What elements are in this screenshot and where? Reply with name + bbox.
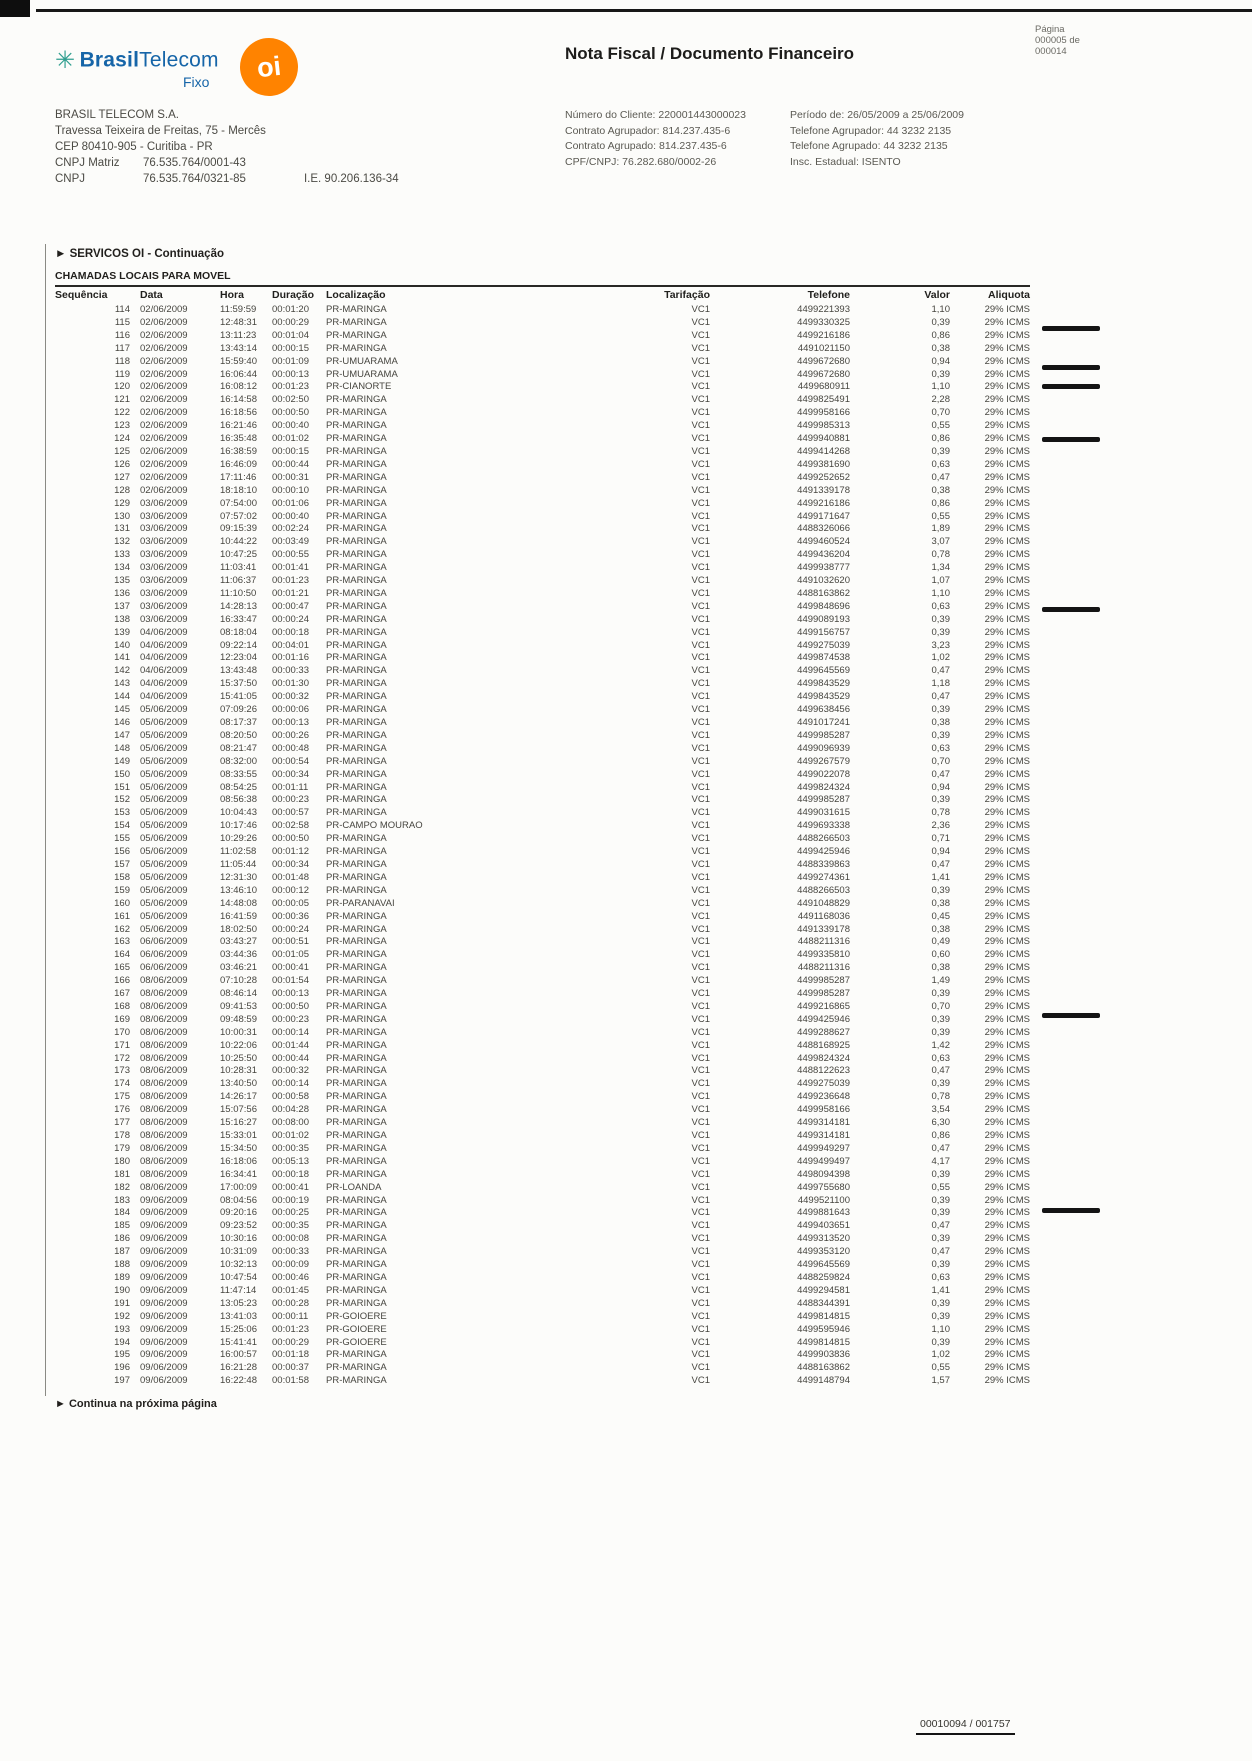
column-header: Duração xyxy=(272,289,315,301)
table-row: 157 05/06/2009 11:05:44 00:00:34 PR-MARINGA VC1 4488339863 0,47 29% ICMS xyxy=(114,858,1030,870)
table-row: 195 09/06/2009 16:00:57 00:01:18 PR-MARINGA VC1 4499903836 1,02 29% ICMS xyxy=(114,1349,1030,1361)
table-row: 170 08/06/2009 10:00:31 00:00:14 PR-MARINGA VC1 4499288627 0,39 29% ICMS xyxy=(114,1026,1030,1038)
brand-rest: Telecom xyxy=(139,48,219,72)
column-header: Hora xyxy=(220,289,244,301)
table-row: 119 02/06/2009 16:06:44 00:00:13 PR-UMUARAMA VC1 4499672680 0,39 29% ICMS xyxy=(114,368,1030,380)
document-number: 00010094 / 001757 xyxy=(916,1718,1015,1735)
table-row: 191 09/06/2009 13:05:23 00:00:28 PR-MARINGA VC1 4488344391 0,39 29% ICMS xyxy=(114,1297,1030,1309)
table-row: 122 02/06/2009 16:18:56 00:00:50 PR-MARINGA VC1 4499958166 0,70 29% ICMS xyxy=(114,407,1030,419)
table-row: 176 08/06/2009 15:07:56 00:04:28 PR-MARINGA VC1 4499958166 3,54 29% ICMS xyxy=(114,1104,1030,1116)
table-row: 132 03/06/2009 10:44:22 00:03:49 PR-MARINGA VC1 4499460524 3,07 29% ICMS xyxy=(114,536,1030,548)
table-row: 168 08/06/2009 09:41:53 00:00:50 PR-MARINGA VC1 4499216865 0,70 29% ICMS xyxy=(114,1000,1030,1012)
column-header: Sequência xyxy=(55,289,108,301)
table-row: 182 08/06/2009 17:00:09 00:00:41 PR-LOANDA VC1 4499755680 0,55 29% ICMS xyxy=(114,1181,1030,1193)
column-header: Valor xyxy=(924,289,950,301)
table-row: 146 05/06/2009 08:17:37 00:00:13 PR-MARINGA VC1 4491017241 0,38 29% ICMS xyxy=(114,717,1030,728)
info-line: Contrato Agrupador: 814.237.435-6 xyxy=(565,124,731,137)
table-row: 177 08/06/2009 15:16:27 00:08:00 PR-MARINGA VC1 4499314181 6,30 29% ICMS xyxy=(114,1117,1030,1129)
table-row: 158 05/06/2009 12:31:30 00:01:48 PR-MARINGA VC1 4499274361 1,41 29% ICMS xyxy=(114,871,1030,883)
table-row: 140 04/06/2009 09:22:14 00:04:01 PR-MARINGA VC1 4499275039 3,23 29% ICMS xyxy=(114,639,1030,651)
inscricao-estadual-value: I.E. 90.206.136-34 xyxy=(303,173,399,185)
table-row: 138 03/06/2009 16:33:47 00:00:24 PR-MARINGA VC1 4499089193 0,39 29% ICMS xyxy=(114,613,1030,625)
pen-mark xyxy=(1042,437,1100,442)
table-row: 184 09/06/2009 09:20:16 00:00:25 PR-MARINGA VC1 4499881643 0,39 29% ICMS xyxy=(114,1207,1030,1219)
table-row: 115 02/06/2009 12:48:31 00:00:29 PR-MARINGA VC1 4499330325 0,39 29% ICMS xyxy=(114,316,1030,328)
cnpj-label: CNPJ xyxy=(55,173,86,185)
table-row: 190 09/06/2009 11:47:14 00:01:45 PR-MARINGA VC1 4499294581 1,41 29% ICMS xyxy=(114,1284,1030,1296)
customer-info-right xyxy=(790,108,1020,170)
column-header: Localização xyxy=(326,289,386,301)
table-row: 172 08/06/2009 10:25:50 00:00:44 PR-MARINGA VC1 4499824324 0,63 29% ICMS xyxy=(114,1052,1030,1064)
table-row: 167 08/06/2009 08:46:14 00:00:13 PR-MARINGA VC1 4499985287 0,39 29% ICMS xyxy=(114,988,1030,1000)
info-line: Telefone Agrupador: 44 3232 2135 xyxy=(790,124,952,137)
table-row: 192 09/06/2009 13:41:03 00:00:11 PR-GOIOERE VC1 4499814815 0,39 29% ICMS xyxy=(114,1310,1030,1322)
table-row: 125 02/06/2009 16:38:59 00:00:15 PR-MARINGA VC1 4499414268 0,39 29% ICMS xyxy=(114,445,1030,457)
column-header: Aliquota xyxy=(988,289,1030,301)
table-row: 188 09/06/2009 10:32:13 00:00:09 PR-MARINGA VC1 4499645569 0,39 29% ICMS xyxy=(114,1259,1030,1271)
company-block xyxy=(55,107,399,187)
pen-mark xyxy=(1042,1013,1100,1018)
table-row: 124 02/06/2009 16:35:48 00:01:02 PR-MARINGA VC1 4499940881 0,86 29% ICMS xyxy=(114,433,1030,445)
table-row: 128 02/06/2009 18:18:10 00:00:10 PR-MARINGA VC1 4491339178 0,38 29% ICMS xyxy=(114,484,1030,496)
table-row: 147 05/06/2009 08:20:50 00:00:26 PR-MARINGA VC1 4499985287 0,39 29% ICMS xyxy=(114,729,1030,741)
table-row: 120 02/06/2009 16:08:12 00:01:23 PR-CIANORTE VC1 4499680911 1,10 29% ICMS xyxy=(114,381,1030,393)
table-row: 137 03/06/2009 14:28:13 00:00:47 PR-MARINGA VC1 4499848696 0,63 29% ICMS xyxy=(114,600,1030,612)
table-row: 171 08/06/2009 10:22:06 00:01:44 PR-MARINGA VC1 4488168925 1,42 29% ICMS xyxy=(114,1039,1030,1051)
table-row: 183 09/06/2009 08:04:56 00:00:19 PR-MARINGA VC1 4499521100 0,39 29% ICMS xyxy=(114,1194,1030,1206)
page-info-label: Página xyxy=(1035,24,1065,35)
table-row: 151 05/06/2009 08:54:25 00:01:11 PR-MARINGA VC1 4499824324 0,94 29% ICMS xyxy=(114,781,1030,793)
table-row: 193 09/06/2009 15:25:06 00:01:23 PR-GOIOERE VC1 4499595946 1,10 29% ICMS xyxy=(114,1323,1030,1335)
table-row: 141 04/06/2009 12:23:04 00:01:16 PR-MARINGA VC1 4499874538 1,02 29% ICMS xyxy=(114,652,1030,664)
table-row: 150 05/06/2009 08:33:55 00:00:34 PR-MARINGA VC1 4499022078 0,47 29% ICMS xyxy=(114,768,1030,780)
continuation-note: ► Continua na próxima página xyxy=(55,1398,217,1410)
table-row: 143 04/06/2009 15:37:50 00:01:30 PR-MARINGA VC1 4499843529 1,18 29% ICMS xyxy=(114,678,1030,690)
table-row: 174 08/06/2009 13:40:50 00:00:14 PR-MARINGA VC1 4499275039 0,39 29% ICMS xyxy=(114,1078,1030,1090)
table-row: 178 08/06/2009 15:33:01 00:01:02 PR-MARINGA VC1 4499314181 0,86 29% ICMS xyxy=(114,1130,1030,1141)
brand-bold: Brasil xyxy=(79,48,140,72)
info-line: Contrato Agrupado: 814.237.435-6 xyxy=(565,140,727,152)
table-row: 181 08/06/2009 16:34:41 00:00:18 PR-MARINGA VC1 4498094398 0,39 29% ICMS xyxy=(114,1168,1030,1180)
table-row: 173 08/06/2009 10:28:31 00:00:32 PR-MARINGA VC1 4488122623 0,47 29% ICMS xyxy=(114,1065,1030,1077)
cnpj-matriz-value: 76.535.764/0001-43 xyxy=(143,157,246,169)
info-line: Telefone Agrupado: 44 3232 2135 xyxy=(790,140,948,152)
table-row: 160 05/06/2009 14:48:08 00:00:05 PR-PARANAVAI VC1 4491048829 0,38 29% ICMS xyxy=(114,897,1030,909)
table-row: 179 08/06/2009 15:34:50 00:00:35 PR-MARINGA VC1 4499949297 0,47 29% ICMS xyxy=(114,1142,1030,1154)
table-row: 131 03/06/2009 09:15:39 00:02:24 PR-MARINGA VC1 4488326066 1,89 29% ICMS xyxy=(114,523,1030,535)
company-name: BRASIL TELECOM S.A. xyxy=(55,109,179,121)
brasil-telecom-star-icon: ✳ xyxy=(55,47,76,74)
table-row: 116 02/06/2009 13:11:23 00:01:04 PR-MARINGA VC1 4499216186 0,86 29% ICMS xyxy=(114,329,1030,341)
table-row: 117 02/06/2009 13:43:14 00:00:15 PR-MARINGA VC1 4491021150 0,38 29% ICMS xyxy=(114,342,1030,354)
table-row: 185 09/06/2009 09:23:52 00:00:35 PR-MARINGA VC1 4499403651 0,47 29% ICMS xyxy=(114,1220,1030,1232)
table-row: 162 05/06/2009 18:02:50 00:00:24 PR-MARINGA VC1 4491339178 0,38 29% ICMS xyxy=(114,923,1030,935)
cnpj-matriz-label: CNPJ Matriz xyxy=(55,157,120,169)
column-header: Telefone xyxy=(807,289,850,301)
section-title: ► SERVICOS OI - Continuação xyxy=(55,248,224,260)
table-row: 196 09/06/2009 16:21:28 00:00:37 PR-MARINGA VC1 4488163862 0,55 29% ICMS xyxy=(114,1362,1030,1374)
table-row: 194 09/06/2009 15:41:41 00:00:29 PR-GOIOERE VC1 4499814815 0,39 29% ICMS xyxy=(114,1336,1030,1348)
table-row: 121 02/06/2009 16:14:58 00:02:50 PR-MARINGA VC1 4499825491 2,28 29% ICMS xyxy=(114,394,1030,406)
document-title: Nota Fiscal / Documento Financeiro xyxy=(565,44,855,63)
table-row: 187 09/06/2009 10:31:09 00:00:33 PR-MARINGA VC1 4499353120 0,47 29% ICMS xyxy=(114,1246,1030,1258)
table-row: 197 09/06/2009 16:22:48 00:01:58 PR-MARINGA VC1 4499148794 1,57 29% ICMS xyxy=(114,1375,1030,1387)
table-row: 123 02/06/2009 16:21:46 00:00:40 PR-MARINGA VC1 4499985313 0,55 29% ICMS xyxy=(114,420,1030,432)
pen-mark xyxy=(1042,326,1100,331)
section-left-border xyxy=(45,244,46,1396)
table-row: 152 05/06/2009 08:56:38 00:00:23 PR-MARINGA VC1 4499985287 0,39 29% ICMS xyxy=(114,794,1030,806)
table-row: 118 02/06/2009 15:59:40 00:01:09 PR-UMUARAMA VC1 4499672680 0,94 29% ICMS xyxy=(114,355,1030,367)
pen-mark xyxy=(1042,607,1100,612)
cnpj-value: 76.535.764/0321-85 xyxy=(143,173,246,185)
table-row: 154 05/06/2009 10:17:46 00:02:58 PR-CAMPO MOURAO VC1 4499693338 2,36 29% ICMS xyxy=(114,820,1030,832)
table-row: 130 03/06/2009 07:57:02 00:00:40 PR-MARINGA VC1 4499171647 0,55 29% ICMS xyxy=(114,510,1030,522)
table-row: 156 05/06/2009 11:02:58 00:01:12 PR-MARINGA VC1 4499425946 0,94 29% ICMS xyxy=(114,846,1030,858)
brasil-telecom-logo xyxy=(55,46,219,90)
table-row: 145 05/06/2009 07:09:26 00:00:06 PR-MARINGA VC1 4499638456 0,39 29% ICMS xyxy=(114,704,1030,716)
info-line: Insc. Estadual: ISENTO xyxy=(790,155,901,168)
table-row: 142 04/06/2009 13:43:48 00:00:33 PR-MARINGA VC1 4499645569 0,47 29% ICMS xyxy=(114,665,1030,677)
fixo-label: Fixo xyxy=(183,74,210,90)
info-line: CPF/CNPJ: 76.282.680/0002-26 xyxy=(565,155,717,168)
table-row: 129 03/06/2009 07:54:00 00:01:06 PR-MARINGA VC1 4499216186 0,86 29% ICMS xyxy=(114,497,1030,509)
table-row: 166 08/06/2009 07:10:28 00:01:54 PR-MARINGA VC1 4499985287 1,49 29% ICMS xyxy=(114,975,1030,987)
table-row: 161 05/06/2009 16:41:59 00:00:36 PR-MARINGA VC1 4491168036 0,45 29% ICMS xyxy=(114,910,1030,922)
call-table-body xyxy=(55,304,1030,1388)
customer-info-left xyxy=(565,108,785,170)
table-row: 126 02/06/2009 16:46:09 00:00:44 PR-MARINGA VC1 4499381690 0,63 29% ICMS xyxy=(114,458,1030,470)
company-address: Travessa Teixeira de Freitas, 75 - Mercês xyxy=(55,125,266,137)
table-row: 155 05/06/2009 10:29:26 00:00:50 PR-MARINGA VC1 4488266503 0,71 29% ICMS xyxy=(114,833,1030,845)
table-row: 114 02/06/2009 11:59:59 00:01:20 PR-MARINGA VC1 4499221393 1,10 29% ICMS xyxy=(114,304,1030,315)
table-row: 164 06/06/2009 03:44:36 00:01:05 PR-MARINGA VC1 4499335810 0,60 29% ICMS xyxy=(114,949,1030,961)
info-line: Período de: 26/05/2009 a 25/06/2009 xyxy=(790,109,964,121)
table-row: 159 05/06/2009 13:46:10 00:00:12 PR-MARINGA VC1 4488266503 0,39 29% ICMS xyxy=(114,884,1030,896)
table-row: 163 06/06/2009 03:43:27 00:00:51 PR-MARINGA VC1 4488211316 0,49 29% ICMS xyxy=(114,936,1030,948)
table-row: 135 03/06/2009 11:06:37 00:01:23 PR-MARINGA VC1 4491032620 1,07 29% ICMS xyxy=(114,575,1030,587)
page-total: 000014 xyxy=(1035,46,1067,57)
table-row: 189 09/06/2009 10:47:54 00:00:46 PR-MARINGA VC1 4488259824 0,63 29% ICMS xyxy=(114,1271,1030,1283)
table-row: 180 08/06/2009 16:18:06 00:05:13 PR-MARINGA VC1 4499499497 4,17 29% ICMS xyxy=(114,1155,1030,1167)
table-row: 144 04/06/2009 15:41:05 00:00:32 PR-MARINGA VC1 4499843529 0,47 29% ICMS xyxy=(114,691,1030,703)
table-row: 186 09/06/2009 10:30:16 00:00:08 PR-MARINGA VC1 4499313520 0,39 29% ICMS xyxy=(114,1233,1030,1245)
section-subtitle: CHAMADAS LOCAIS PARA MOVEL xyxy=(55,270,231,282)
scan-artifact-top-line xyxy=(36,9,1252,12)
table-row: 136 03/06/2009 11:10:50 00:01:21 PR-MARINGA VC1 4488163862 1,10 29% ICMS xyxy=(114,587,1030,599)
table-row: 165 06/06/2009 03:46:21 00:00:41 PR-MARINGA VC1 4488211316 0,38 29% ICMS xyxy=(114,962,1030,974)
page-number: 000005 de xyxy=(1035,35,1080,46)
table-row: 149 05/06/2009 08:32:00 00:00:54 PR-MARINGA VC1 4499267579 0,70 29% ICMS xyxy=(114,755,1030,767)
table-row: 133 03/06/2009 10:47:25 00:00:55 PR-MARINGA VC1 4499436204 0,78 29% ICMS xyxy=(114,549,1030,561)
brasil-telecom-wordmark xyxy=(80,49,219,72)
table-row: 169 08/06/2009 09:48:59 00:00:23 PR-MARINGA VC1 4499425946 0,39 29% ICMS xyxy=(114,1013,1030,1025)
table-row: 148 05/06/2009 08:21:47 00:00:48 PR-MARINGA VC1 4499096939 0,63 29% ICMS xyxy=(114,742,1030,754)
table-row: 175 08/06/2009 14:26:17 00:00:58 PR-MARINGA VC1 4499236648 0,78 29% ICMS xyxy=(114,1091,1030,1103)
oi-logo xyxy=(237,35,301,99)
call-table-header-row xyxy=(55,289,1030,304)
calls-table xyxy=(55,289,1030,1388)
table-top-rule xyxy=(55,285,1030,287)
company-cep: CEP 80410-905 - Curitiba - PR xyxy=(55,141,213,153)
table-row: 127 02/06/2009 17:11:46 00:00:31 PR-MARINGA VC1 4499252652 0,47 29% ICMS xyxy=(114,471,1030,483)
column-header: Data xyxy=(140,289,163,301)
page-info xyxy=(1035,24,1080,57)
table-row: 134 03/06/2009 11:03:41 00:01:41 PR-MARINGA VC1 4499938777 1,34 29% ICMS xyxy=(114,562,1030,574)
pen-mark xyxy=(1042,365,1100,370)
info-line: Número do Cliente: 220001443000023 xyxy=(565,109,746,121)
table-row: 153 05/06/2009 10:04:43 00:00:57 PR-MARINGA VC1 4499031615 0,78 29% ICMS xyxy=(114,807,1030,819)
column-header: Tarifação xyxy=(664,289,710,301)
pen-mark xyxy=(1042,384,1100,389)
oi-logo-text: oi xyxy=(255,50,283,83)
scan-artifact-corner xyxy=(0,0,30,17)
pen-mark xyxy=(1042,1208,1100,1213)
table-row: 139 04/06/2009 08:18:04 00:00:18 PR-MARINGA VC1 4499156757 0,39 29% ICMS xyxy=(114,626,1030,638)
